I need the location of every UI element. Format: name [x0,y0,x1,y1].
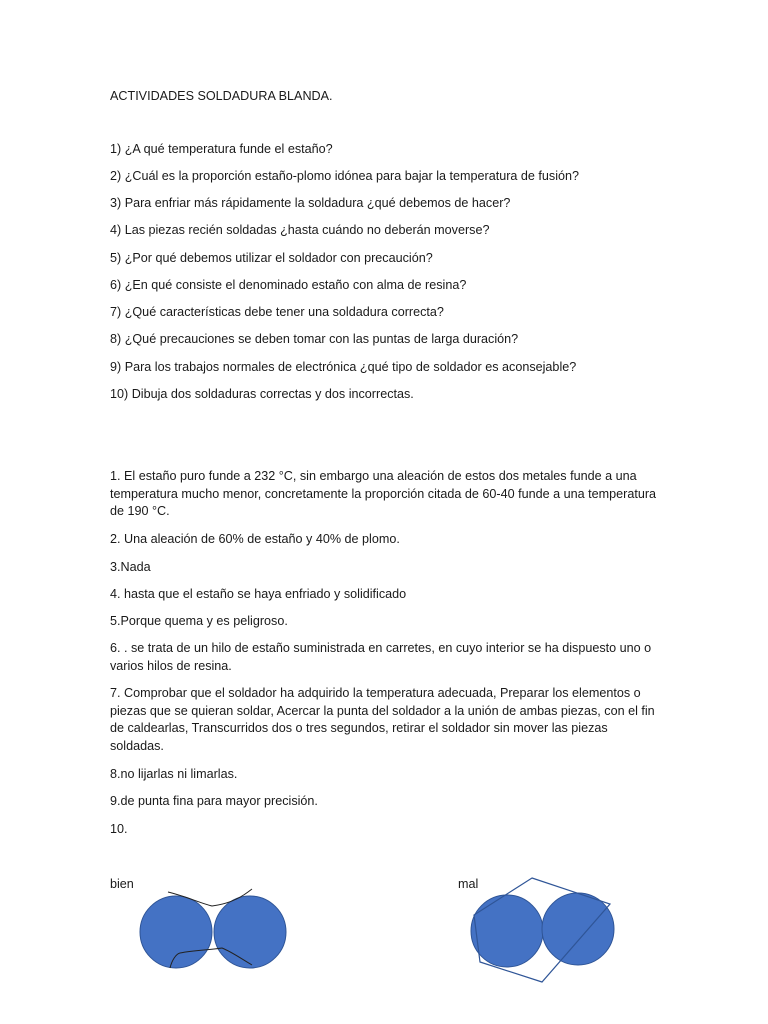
question-8: 8) ¿Qué precauciones se deben tomar con las puntas de larga duración? [110,332,519,346]
answer-5: 5.Porque quema y es peligroso. [110,614,288,628]
answer-8: 8.no lijarlas ni limarlas. [110,767,238,781]
question-10: 10) Dibuja dos soldaduras correctas y dos incorrectas. [110,387,414,401]
answer-6: 6. . se trata de un hilo de estaño suministrada en carretes, en cuyo interior se ha dispuesto uno o varios hilos de resina. [110,641,652,673]
answer-1: 1. El estaño puro funde a 232 °C, sin embargo una aleación de estos dos metales funde a una temperatura mucho menor, concretamente la proporción citada de 60-40 funde a una temperatura de 190 °C. [110,469,657,518]
label-good: bien [110,877,134,891]
label-bad: mal [458,877,479,891]
answer-10: 10. [110,822,128,836]
answer-7: 7. Comprobar que el soldador ha adquirido la temperatura adecuada, Preparar los elementos o piezas que se quieran soldar, Acercar la punta del soldador a la unión de ambas piezas, con el fin de caldearlas, Transcurridos dos o tres segundos, retirar el soldador sin mover las piezas soldadas. [110,686,655,753]
bad-joint-left-circle [471,895,543,967]
question-5: 5) ¿Por qué debemos utilizar el soldador con precaución? [110,251,433,265]
answer-2: 2. Una aleación de 60% de estaño y 40% de plomo. [110,532,400,546]
question-2: 2) ¿Cuál es la proporción estaño-plomo idónea para bajar la temperatura de fusión? [110,169,580,183]
question-3: 3) Para enfriar más rápidamente la soldadura ¿qué debemos de hacer? [110,196,511,210]
question-1: 1) ¿A qué temperatura funde el estaño? [110,142,333,156]
answer-4: 4. hasta que el estaño se haya enfriado y solidificado [110,587,407,601]
document-title: ACTIVIDADES SOLDADURA BLANDA. [110,89,333,103]
question-6: 6) ¿En qué consiste el denominado estaño con alma de resina? [110,278,467,292]
good-joint-right-circle [214,896,286,968]
question-4: 4) Las piezas recién soldadas ¿hasta cuándo no deberán moverse? [110,223,490,237]
question-9: 9) Para los trabajos normales de electrónica ¿qué tipo de soldador es aconsejable? [110,360,577,374]
answer-3: 3.Nada [110,560,151,574]
good-joint-left-circle [140,896,212,968]
answer-9: 9.de punta fina para mayor precisión. [110,794,318,808]
bad-joint-right-circle [542,893,614,965]
question-7: 7) ¿Qué características debe tener una soldadura correcta? [110,305,444,319]
